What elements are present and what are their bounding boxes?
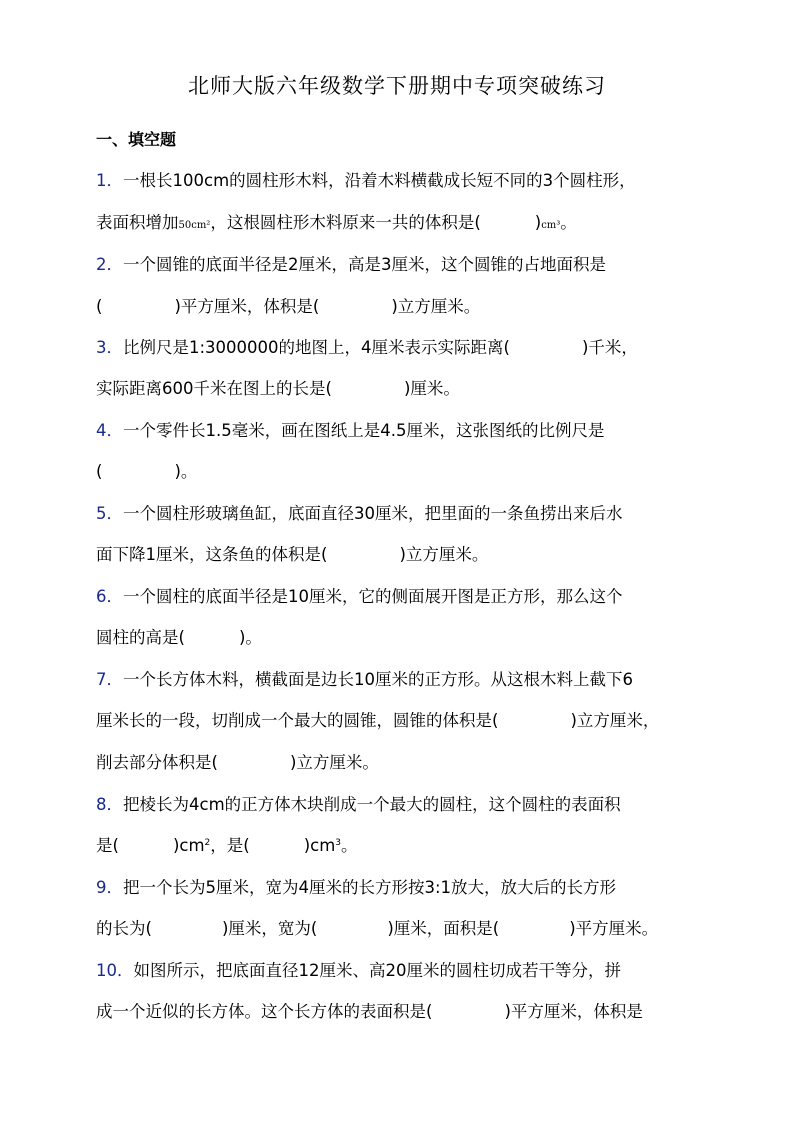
- question-4-line-1: 4．一个零件长1.5毫米，画在图纸上是4.5厘米，这张图纸的比例尺是: [96, 421, 605, 440]
- question-8-line-1: 8．把棱长为4cm的正方体木块削成一个最大的圆柱，这个圆柱的表面积: [96, 795, 621, 814]
- question-9-line-2: 的长为( )厘米，宽为( )厘米，面积是( )平方厘米。: [96, 919, 659, 938]
- question-2-line-2: ( )平方厘米，体积是( )立方厘米。: [96, 297, 481, 316]
- question-9-line-1: 9．把一个长为5厘米，宽为4厘米的长方形按3:1放大，放大后的长方形: [96, 878, 617, 897]
- question-7-line-3: 削去部分体积是( )立方厘米。: [96, 753, 379, 772]
- question-number: 5．: [96, 504, 123, 523]
- question-number: 3．: [96, 338, 123, 357]
- section-heading: 一、填空题: [96, 130, 177, 149]
- question-6-line-2: 圆柱的高是( )。: [96, 628, 262, 647]
- question-7-line-2: 厘米长的一段，切削成一个最大的圆锥，圆锥的体积是( )立方厘米，: [96, 711, 660, 730]
- question-1-line-1: 1．一根长100cm的圆柱形木料，沿着木料横截成长短不同的3个圆柱形，: [96, 171, 636, 190]
- question-6-line-1: 6．一个圆柱的底面半径是10厘米，它的侧面展开图是正方形，那么这个: [96, 587, 623, 606]
- question-10-line-2: 成一个近似的长方体。这个长方体的表面积是( )平方厘米，体积是: [96, 1002, 643, 1021]
- question-8-line-2: 是( )$cm^2$，是( )$cm^3$。: [96, 836, 358, 855]
- question-3-line-1: 3．比例尺是1:3000000的地图上，4厘米表示实际距离( )千米，: [96, 338, 638, 357]
- question-4-line-2: ( )。: [96, 462, 198, 481]
- question-number: 9．: [96, 878, 123, 897]
- question-5-line-2: 面下降1厘米，这条鱼的体积是( )立方厘米。: [96, 545, 489, 564]
- question-1-line-2: 表面积增加50cm²，这根圆柱形木料原来一共的体积是( )cm³。: [96, 213, 577, 232]
- question-5-line-1: 5．一个圆柱形玻璃鱼缸，底面直径30厘米，把里面的一条鱼捞出来后水: [96, 504, 623, 523]
- question-number: 4．: [96, 421, 123, 440]
- question-number: 1．: [96, 171, 123, 190]
- question-10-line-1: 10．如图所示，把底面直径12厘米、高20厘米的圆柱切成若干等分，拼: [96, 961, 621, 980]
- question-number: 7．: [96, 670, 123, 689]
- question-7-line-1: 7．一个长方体木料，横截面是边长10厘米的正方形。从这根木料上截下6: [96, 670, 633, 689]
- question-number: 10．: [96, 961, 134, 980]
- question-number: 6．: [96, 587, 123, 606]
- page-title: 北师大版六年级数学下册期中专项突破练习: [188, 74, 606, 98]
- question-2-line-1: 2．一个圆锥的底面半径是2厘米，高是3厘米，这个圆锥的占地面积是: [96, 255, 606, 274]
- question-number: 8．: [96, 795, 123, 814]
- question-3-line-2: 实际距离600千米在图上的长是( )厘米。: [96, 379, 460, 398]
- question-number: 2．: [96, 255, 123, 274]
